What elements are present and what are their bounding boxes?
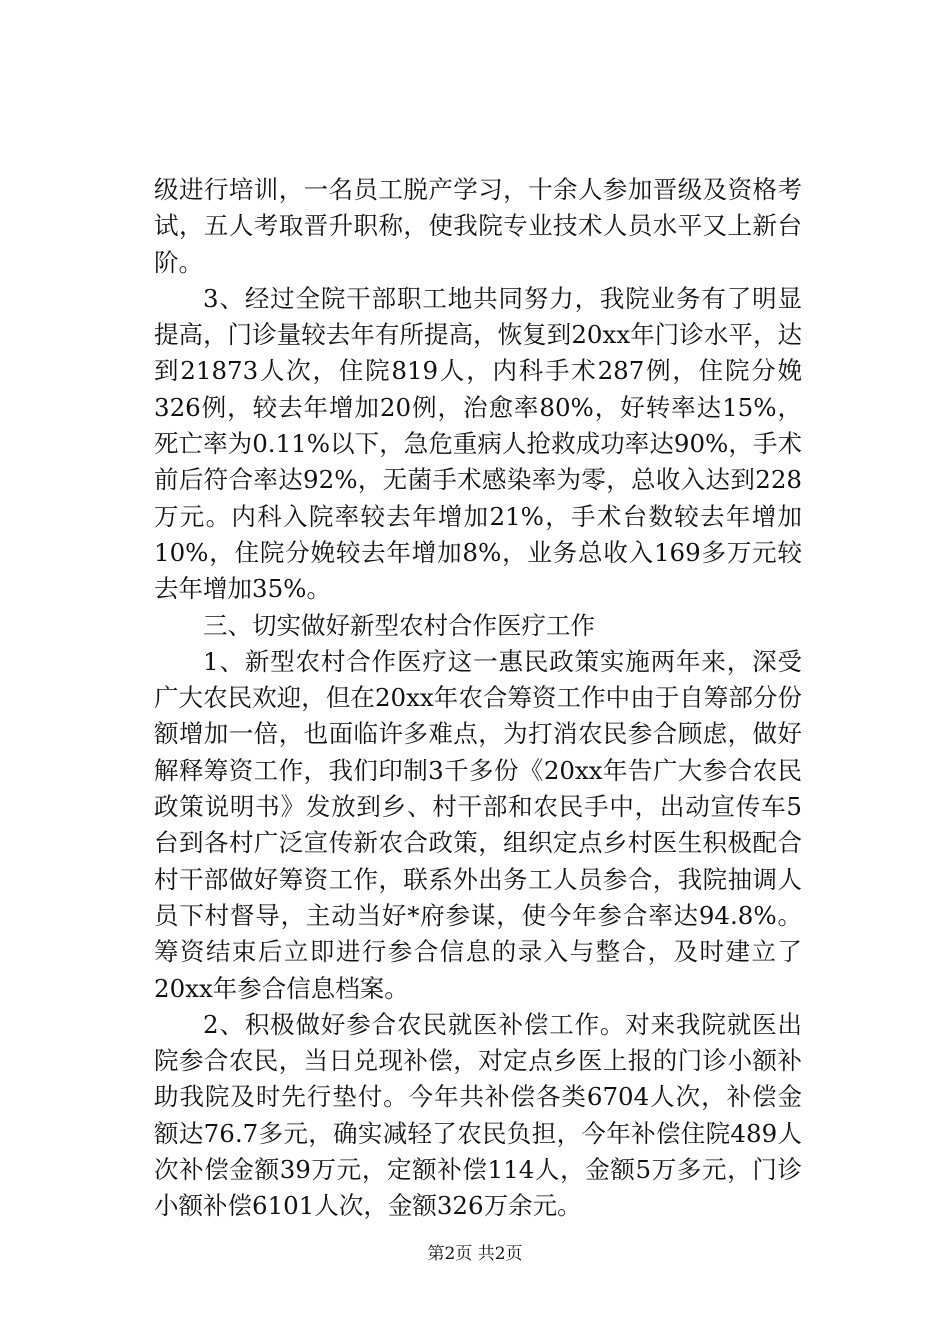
paragraph-business-growth: 3、经过全院干部职工地共同努力，我院业务有了明显提高，门诊量较去年有所提高，恢复到20xx年门诊水平，达到21873人次，住院819人，内科手术287例，住院分娩326例，较去年增加20例，治愈率80%，好转率达15%，死亡率为0.11%以下，急危重病人抢救成功率达90%，手术前后符合率达92%，无菌手术感染率为零，总收入达到228万元。内科入院率较去年增加21%，手术台数较去年增加10%，住院分娩较去年增加8%，业务总收入169多万元较去年增加35%。	[154, 283, 802, 604]
section-heading-rural-cooperative: 三、切实做好新型农村合作医疗工作	[203, 610, 595, 640]
paragraph-fundraising: 1、新型农村合作医疗这一惠民政策实施两年来，深受广大农民欢迎，但在20xx年农合筹资工作中由于自筹部分份额增加一倍，也面临许多难点，为打消农民参合顾虑，做好解释筹资工作，我们印制3千多份《20xx年告广大参合农民政策说明书》发放到乡、村干部和农民手中，出动宣传车5台到各村广泛宣传新农合政策，组织定点乡村医生积极配合村干部做好筹资工作，联系外出务工人员参合，我院抽调人员下村督导，主动当好*府参谋，使今年参合率达94.8%。筹资结束后立即进行参合信息的录入与整合，及时建立了20xx年参合信息档案。	[154, 646, 802, 1003]
paragraph-training: 级进行培训，一名员工脱产学习，十余人参加晋级及资格考试，五人考取晋升职称，使我院专业技术人员水平又上新台阶。	[154, 175, 802, 277]
paragraph-compensation: 2、积极做好参合农民就医补偿工作。对来我院就医出院参合农民，当日兑现补偿，对定点乡医上报的门诊小额补助我院及时先行垫付。今年共补偿各类6704人次，补偿金额达76.7多元，确实减轻了农民负担，今年补偿住院489人次补偿金额39万元，定额补偿114人，金额5万多元，门诊小额补偿6101人次，金额326万余元。	[154, 1009, 802, 1221]
page-number-footer: 第2页 共2页	[427, 1244, 523, 1264]
document-body	[154, 172, 802, 1225]
